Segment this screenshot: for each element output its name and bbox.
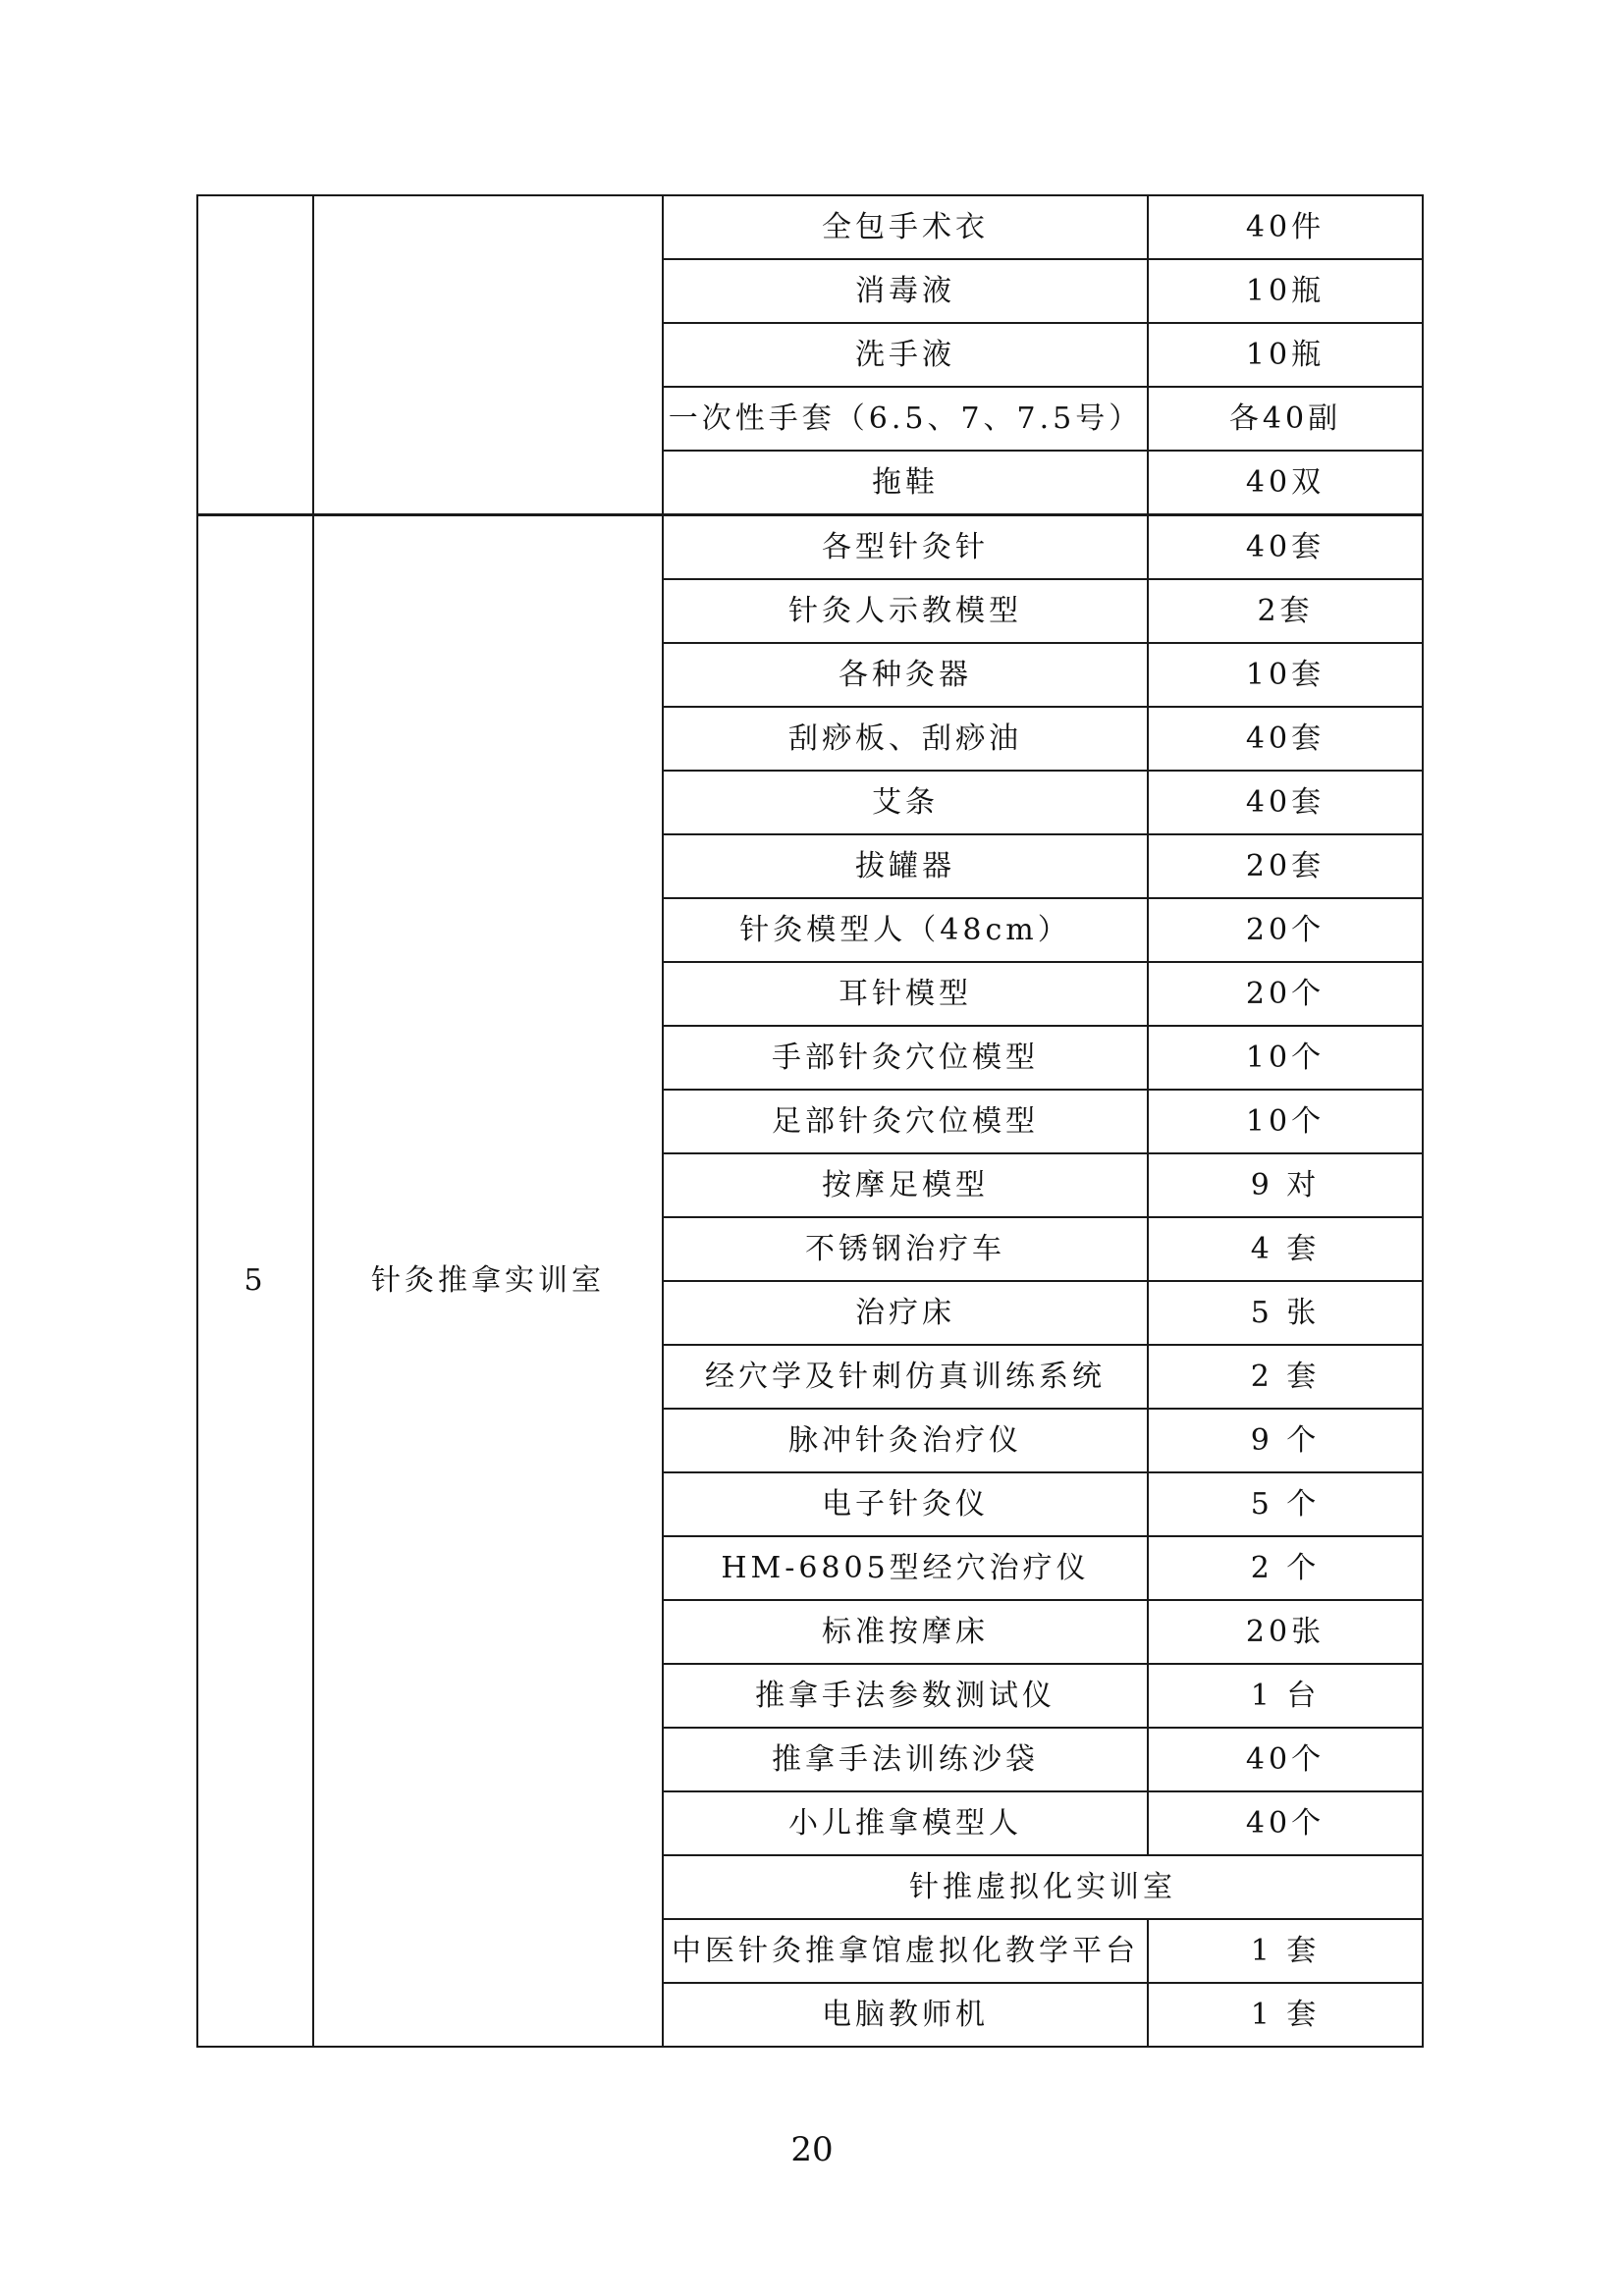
qty-cell: 10套 [1148,643,1423,707]
qty-cell: 2 个 [1148,1536,1423,1600]
table-row [197,515,1423,580]
item-cell: 艾条 [663,771,1148,834]
item-cell: 脉冲针灸治疗仪 [663,1409,1148,1472]
index-cell: 5 [197,515,313,2048]
item-cell: 小儿推拿模型人 [663,1791,1148,1855]
qty-cell: 40套 [1148,707,1423,771]
table-row [197,195,1423,259]
item-cell: 中医针灸推拿馆虚拟化教学平台 [663,1919,1148,1983]
table-body [197,195,1423,2047]
qty-cell: 各40副 [1148,387,1423,451]
item-cell: 电脑教师机 [663,1983,1148,2047]
qty-cell: 10个 [1148,1026,1423,1090]
item-cell: 耳针模型 [663,962,1148,1026]
item-cell: 推拿手法参数测试仪 [663,1664,1148,1728]
room-cell-continued [313,195,663,515]
item-cell: 拖鞋 [663,451,1148,515]
item-cell: 治疗床 [663,1281,1148,1345]
item-cell: 拔罐器 [663,834,1148,898]
item-cell: 经穴学及针刺仿真训练系统 [663,1345,1148,1409]
qty-cell: 9 对 [1148,1153,1423,1217]
qty-cell: 10个 [1148,1090,1423,1153]
qty-cell: 2套 [1148,579,1423,643]
item-cell: 洗手液 [663,323,1148,387]
qty-cell: 20张 [1148,1600,1423,1664]
item-cell: 消毒液 [663,259,1148,323]
item-cell: 按摩足模型 [663,1153,1148,1217]
qty-cell: 2 套 [1148,1345,1423,1409]
item-cell: 各型针灸针 [663,515,1148,580]
room-cell: 针灸推拿实训室 [313,515,663,2048]
item-cell: 不锈钢治疗车 [663,1217,1148,1281]
item-cell: 针灸模型人（48cm） [663,898,1148,962]
subheading-cell: 针推虚拟化实训室 [663,1855,1423,1919]
item-cell: 全包手术衣 [663,195,1148,259]
qty-cell: 9 个 [1148,1409,1423,1472]
qty-cell: 40套 [1148,515,1423,580]
item-cell: 各种灸器 [663,643,1148,707]
item-cell: 推拿手法训练沙袋 [663,1728,1148,1791]
qty-cell: 20个 [1148,898,1423,962]
qty-cell: 1 套 [1148,1983,1423,2047]
page-number: 20 [790,2130,834,2169]
item-cell: 针灸人示教模型 [663,579,1148,643]
item-cell: 一次性手套（6.5、7、7.5号） [663,387,1148,451]
qty-cell: 40个 [1148,1728,1423,1791]
item-cell: 电子针灸仪 [663,1472,1148,1536]
qty-cell: 5 个 [1148,1472,1423,1536]
equipment-table [196,194,1424,2048]
index-cell-continued [197,195,313,515]
qty-cell: 40双 [1148,451,1423,515]
item-cell: HM-6805型经穴治疗仪 [663,1536,1148,1600]
item-cell: 足部针灸穴位模型 [663,1090,1148,1153]
qty-cell: 40套 [1148,771,1423,834]
qty-cell: 20套 [1148,834,1423,898]
qty-cell: 10瓶 [1148,323,1423,387]
qty-cell: 1 台 [1148,1664,1423,1728]
qty-cell: 10瓶 [1148,259,1423,323]
qty-cell: 5 张 [1148,1281,1423,1345]
item-cell: 刮痧板、刮痧油 [663,707,1148,771]
qty-cell: 40个 [1148,1791,1423,1855]
qty-cell: 20个 [1148,962,1423,1026]
item-cell: 手部针灸穴位模型 [663,1026,1148,1090]
qty-cell: 1 套 [1148,1919,1423,1983]
item-cell: 标准按摩床 [663,1600,1148,1664]
qty-cell: 40件 [1148,195,1423,259]
qty-cell: 4 套 [1148,1217,1423,1281]
